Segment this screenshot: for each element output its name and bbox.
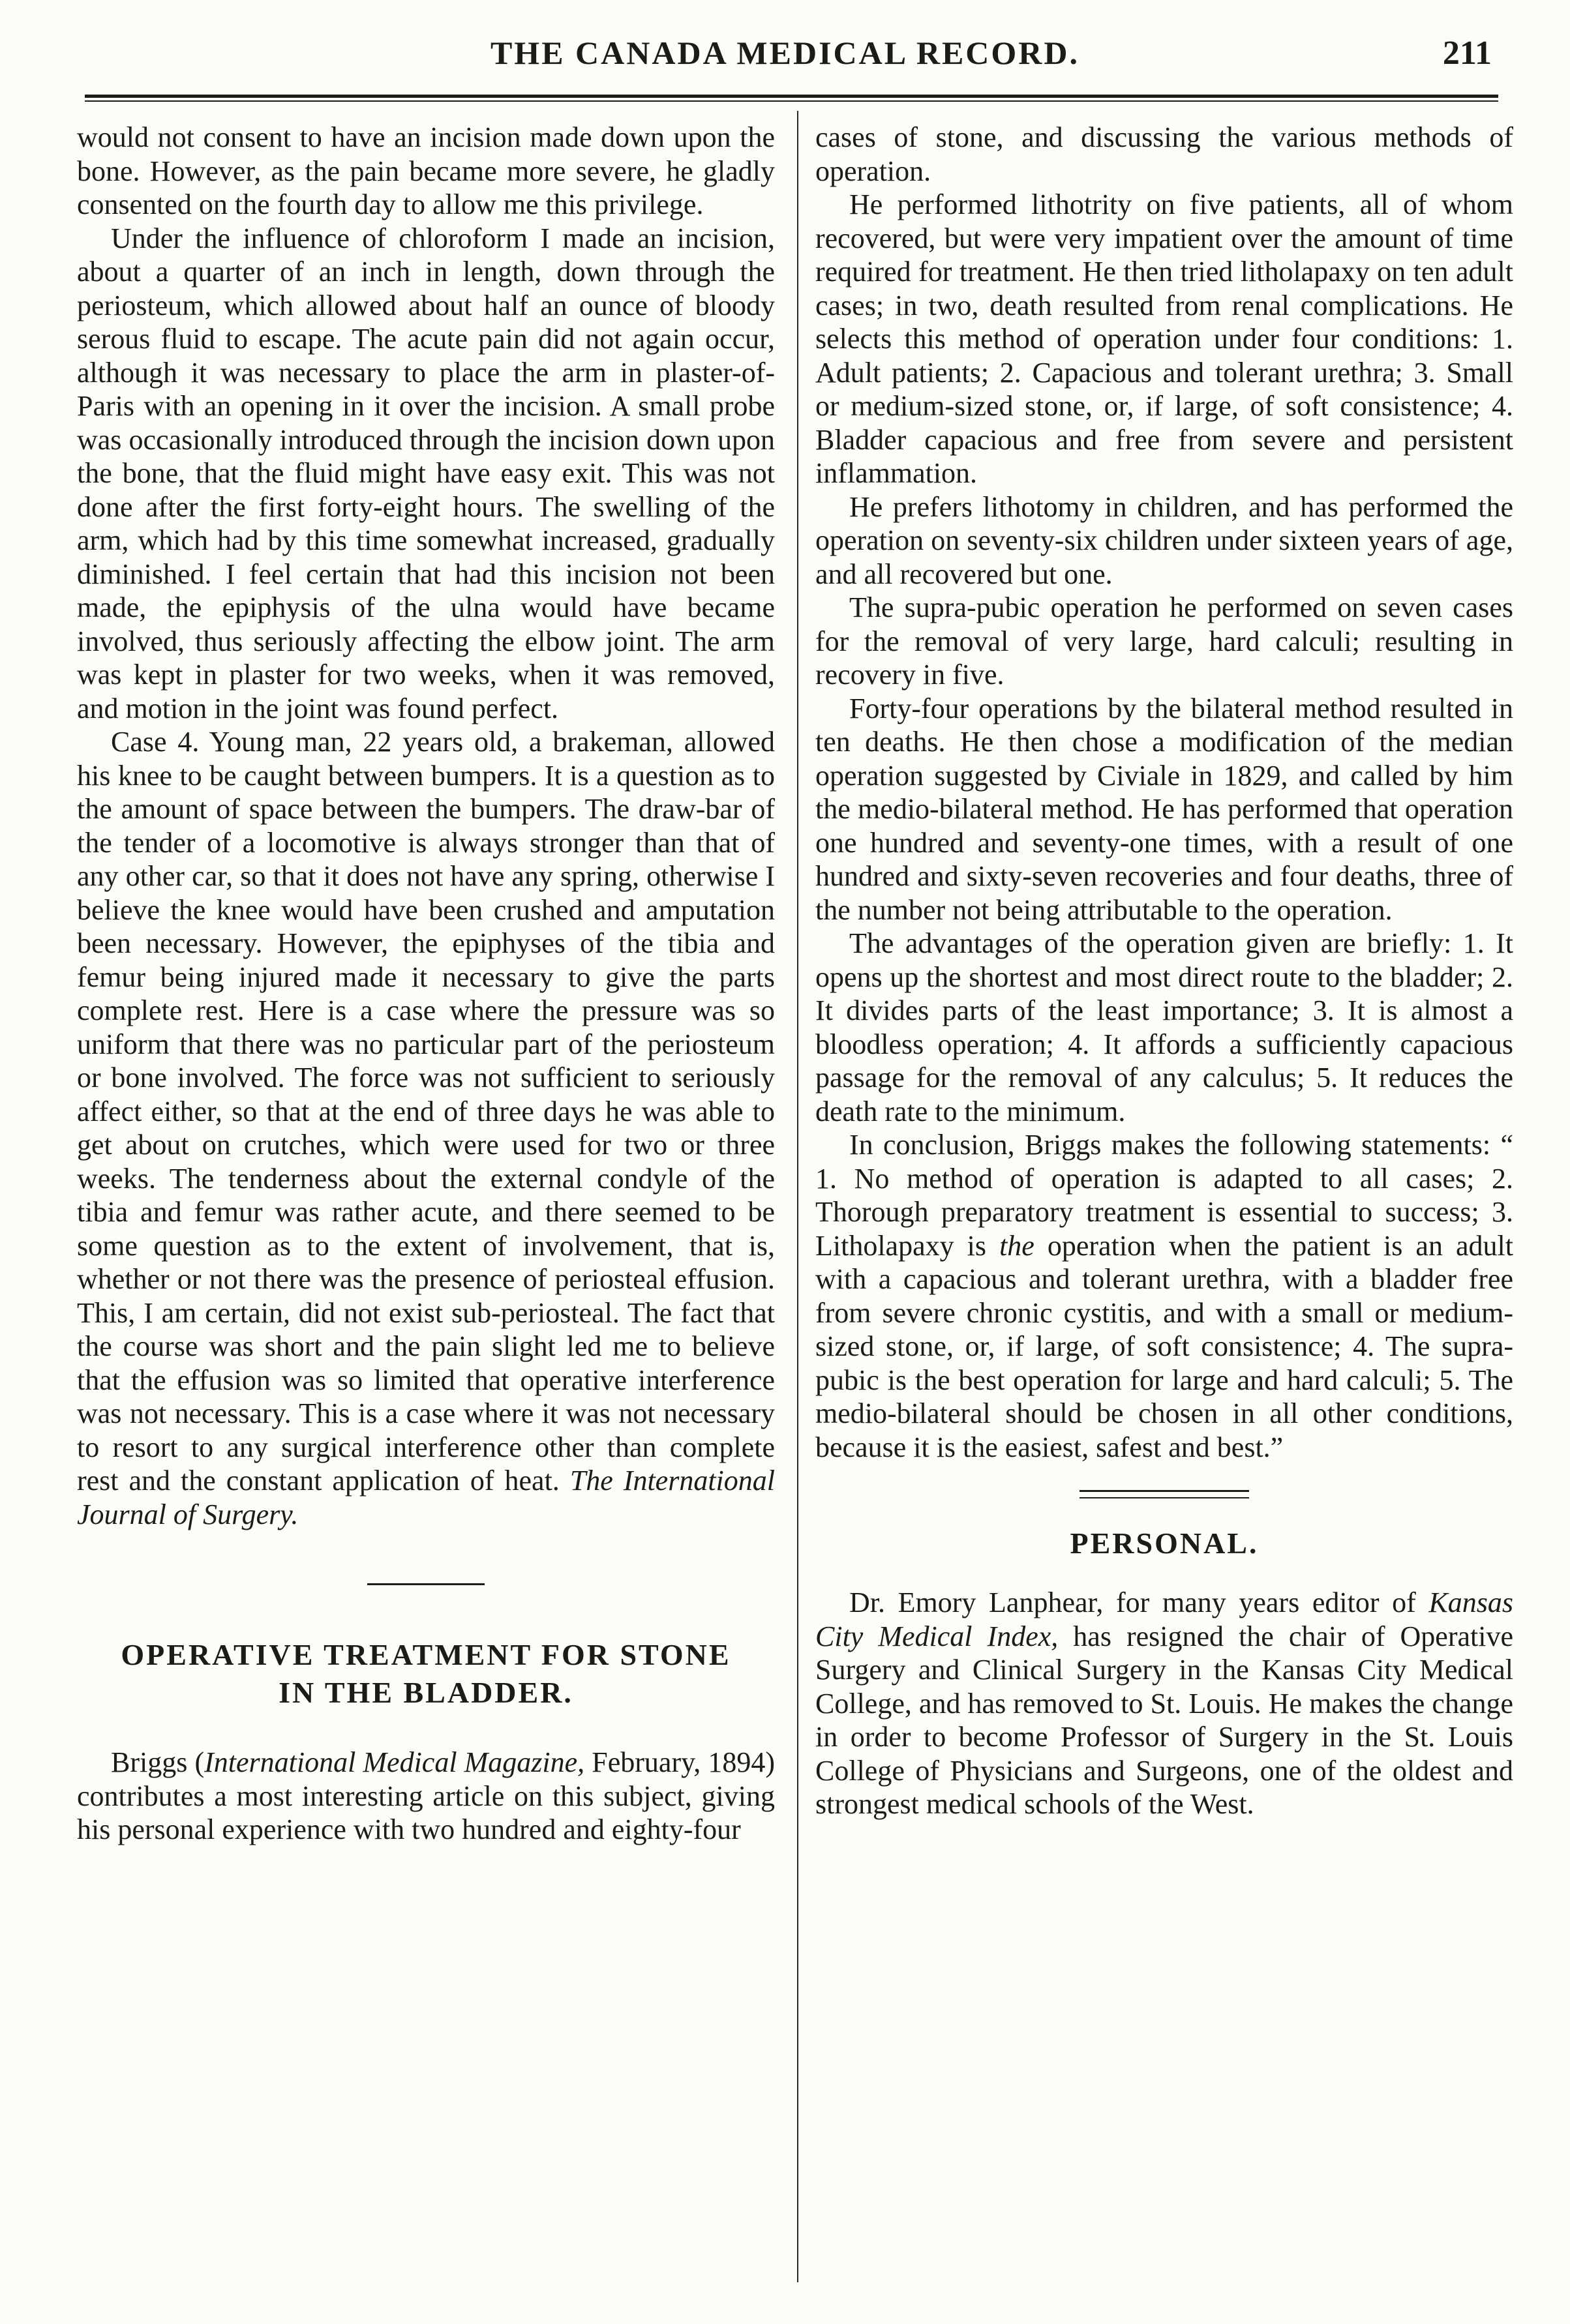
header-rule-thin bbox=[85, 100, 1498, 102]
paragraph-personal bbox=[815, 1586, 1513, 1821]
left-column bbox=[77, 121, 775, 1847]
section-heading-line-1: OPERATIVE TREATMENT FOR STONE bbox=[121, 1638, 731, 1671]
paragraph-lithotomy: He prefers lithotomy in children, and has performed the operation on seventy-six children under sixteen years of age, and all recovered but one. bbox=[815, 490, 1513, 590]
page-header bbox=[78, 34, 1492, 93]
journal-title: THE CANADA MEDICAL RECORD. bbox=[490, 35, 1080, 71]
personal-heading: PERSONAL. bbox=[1070, 1527, 1259, 1560]
personal-rest: has resigned the chair of Operative Surgery and Clinical Surgery in the Kansas City Medical College, and has removed to St. Louis. He makes the change in order to become Professor of Surgery in the St. Louis College of Physicians and Surgeons, one of the oldest and strongest medical schools of the West. bbox=[815, 1620, 1513, 1820]
section-heading bbox=[77, 1636, 775, 1712]
paragraph-lithotrity: He performed lithotrity on five patients, all of whom recovered, but were very impatient over the amount of time required for treatment. He then tried litholapaxy on ten adult cases; in two, death resulted from renal complications. He selects this method of operation under four conditions: 1. Adult patients; 2. Capacious and tolerant urethra; 3. Small or medium-sized stone, or, if large, of soft consistence; 4. Bladder capacious and free from severe and persistent inflammation. bbox=[815, 188, 1513, 489]
citation: The International Journal of Surgery. bbox=[77, 1465, 776, 1530]
conclusion-italic: the bbox=[999, 1229, 1034, 1262]
case-4-text: Case 4. Young man, 22 years old, a brakeman, allowed his knee to be caught between bumpers. It is a question as to the amount of space between the bumpers. The draw-bar of the tender of a locomotive is always stronger than that of any other car, so that it does not have any spring, otherwise I believe the knee would have been crushed and amputation been necessary. However, the epiphyses of the tibia and femur being injured made it necessary to give the parts complete rest. Here is a case where the pressure was so uniform that there was no particular part of the periosteum or bone involved. The force was not sufficient to seriously affect either, so that at the end of three days he was able to get about on crutches, which were used for two or three weeks. The tenderness about the external condyle of the tibia and femur was rather acute, and there seemed to be some question as to the extent of involvement, that is, whether or not there was the presence of periosteal effusion. This, I am certain, did not exist sub-periosteal. The fact that the course was short and the pain slight led me to believe that the effusion was so limited that operative interference was not necessary. This is a case where it was not necessary to resort to any surgical interference other than complete rest and the constant application of heat. bbox=[77, 726, 775, 1497]
paragraph-supra-pubic: The supra-pubic operation he performed on seven cases for the removal of very large, hard calculi; resulting in recovery in five. bbox=[815, 591, 1513, 691]
paragraph-conclusion bbox=[815, 1128, 1513, 1464]
personal-journal: Kansas City Medical Index, bbox=[815, 1587, 1513, 1652]
paragraph-case-4 bbox=[77, 725, 775, 1531]
paragraph-briggs bbox=[77, 1746, 775, 1847]
personal-start: Dr. Emory Lanphear, for many years editor of bbox=[849, 1587, 1429, 1618]
right-column bbox=[815, 121, 1513, 1821]
briggs-source: International Medical Magazine, bbox=[204, 1746, 585, 1778]
header-rule-thick bbox=[85, 95, 1498, 98]
conclusion-end: operation when the patient is an adult with a capacious and tolerant urethra, with a bladder free from severe chronic cystitis, and with a small or medium-sized stone, or, if large, of soft consistence; 4. The supra-pubic is the best operation for large and hard calculi; 5. The medio-bilateral should be chosen in all other conditions, because it is the easiest, safest and best.” bbox=[815, 1229, 1513, 1463]
briggs-start: Briggs ( bbox=[111, 1746, 205, 1778]
paragraph-incision: Under the influence of chloroform I made an incision, about a quarter of an inch in length, down through the periosteum, which allowed about half an ounce of bloody serous fluid to escape. The acute pain did not again occur, although it was necessary to place the arm in plaster-of-Paris with an opening in it over the incision. A small probe was occasionally introduced through the incision down upon the bone, that the fluid might have easy exit. This was not done after the first forty-eight hours. The swelling of the arm, which had by this time somewhat increased, gradually diminished. I feel certain that had this incision not been made, the epiphysis of the ulna would have became involved, thus seriously affecting the elbow joint. The arm was kept in plaster for two weeks, when it was removed, and motion in the joint was found perfect. bbox=[77, 222, 775, 724]
page-number: 211 bbox=[1442, 35, 1492, 72]
paragraph-continuation: would not consent to have an incision made down upon the bone. However, as the pain became more severe, he gladly consented on the fourth day to allow me this privilege. bbox=[77, 121, 775, 220]
paragraph-bilateral: Forty-four operations by the bilateral method resulted in ten deaths. He then chose a modification of the median operation suggested by Civiale in 1829, and called by him the medio-bilateral method. He has performed that operation one hundred and seventy-one times, with a result of one hundred and sixty-seven recoveries and four deaths, three of the number not being attributable to the operation. bbox=[815, 692, 1513, 926]
briggs-rest: February, 1894) contributes a most interesting article on this subject, giving his personal experience with two hundred and eighty-four bbox=[77, 1746, 775, 1845]
section-heading-line-2: IN THE BLADDER. bbox=[279, 1676, 573, 1709]
paragraph-advantages: The advantages of the operation given are briefly: 1. It opens up the shortest and most direct route to the bladder; 2. It divides parts of the least importance; 3. It is almost a bloodless operation; 4. It affords a sufficiently capacious passage for the removal of any calculus; 5. It reduces the death rate to the minimum. bbox=[815, 927, 1513, 1127]
section-double-rule bbox=[1079, 1490, 1249, 1498]
conclusion-start: In conclusion, Briggs makes the following statements: “ 1. No method of operation is adapted to all cases; 2. Thorough preparatory treatment is essential to success; 3. Litholapaxy is bbox=[815, 1129, 1513, 1262]
paragraph-continuation-right: cases of stone, and discussing the various methods of operation. bbox=[815, 121, 1513, 187]
column-divider bbox=[797, 111, 798, 2282]
